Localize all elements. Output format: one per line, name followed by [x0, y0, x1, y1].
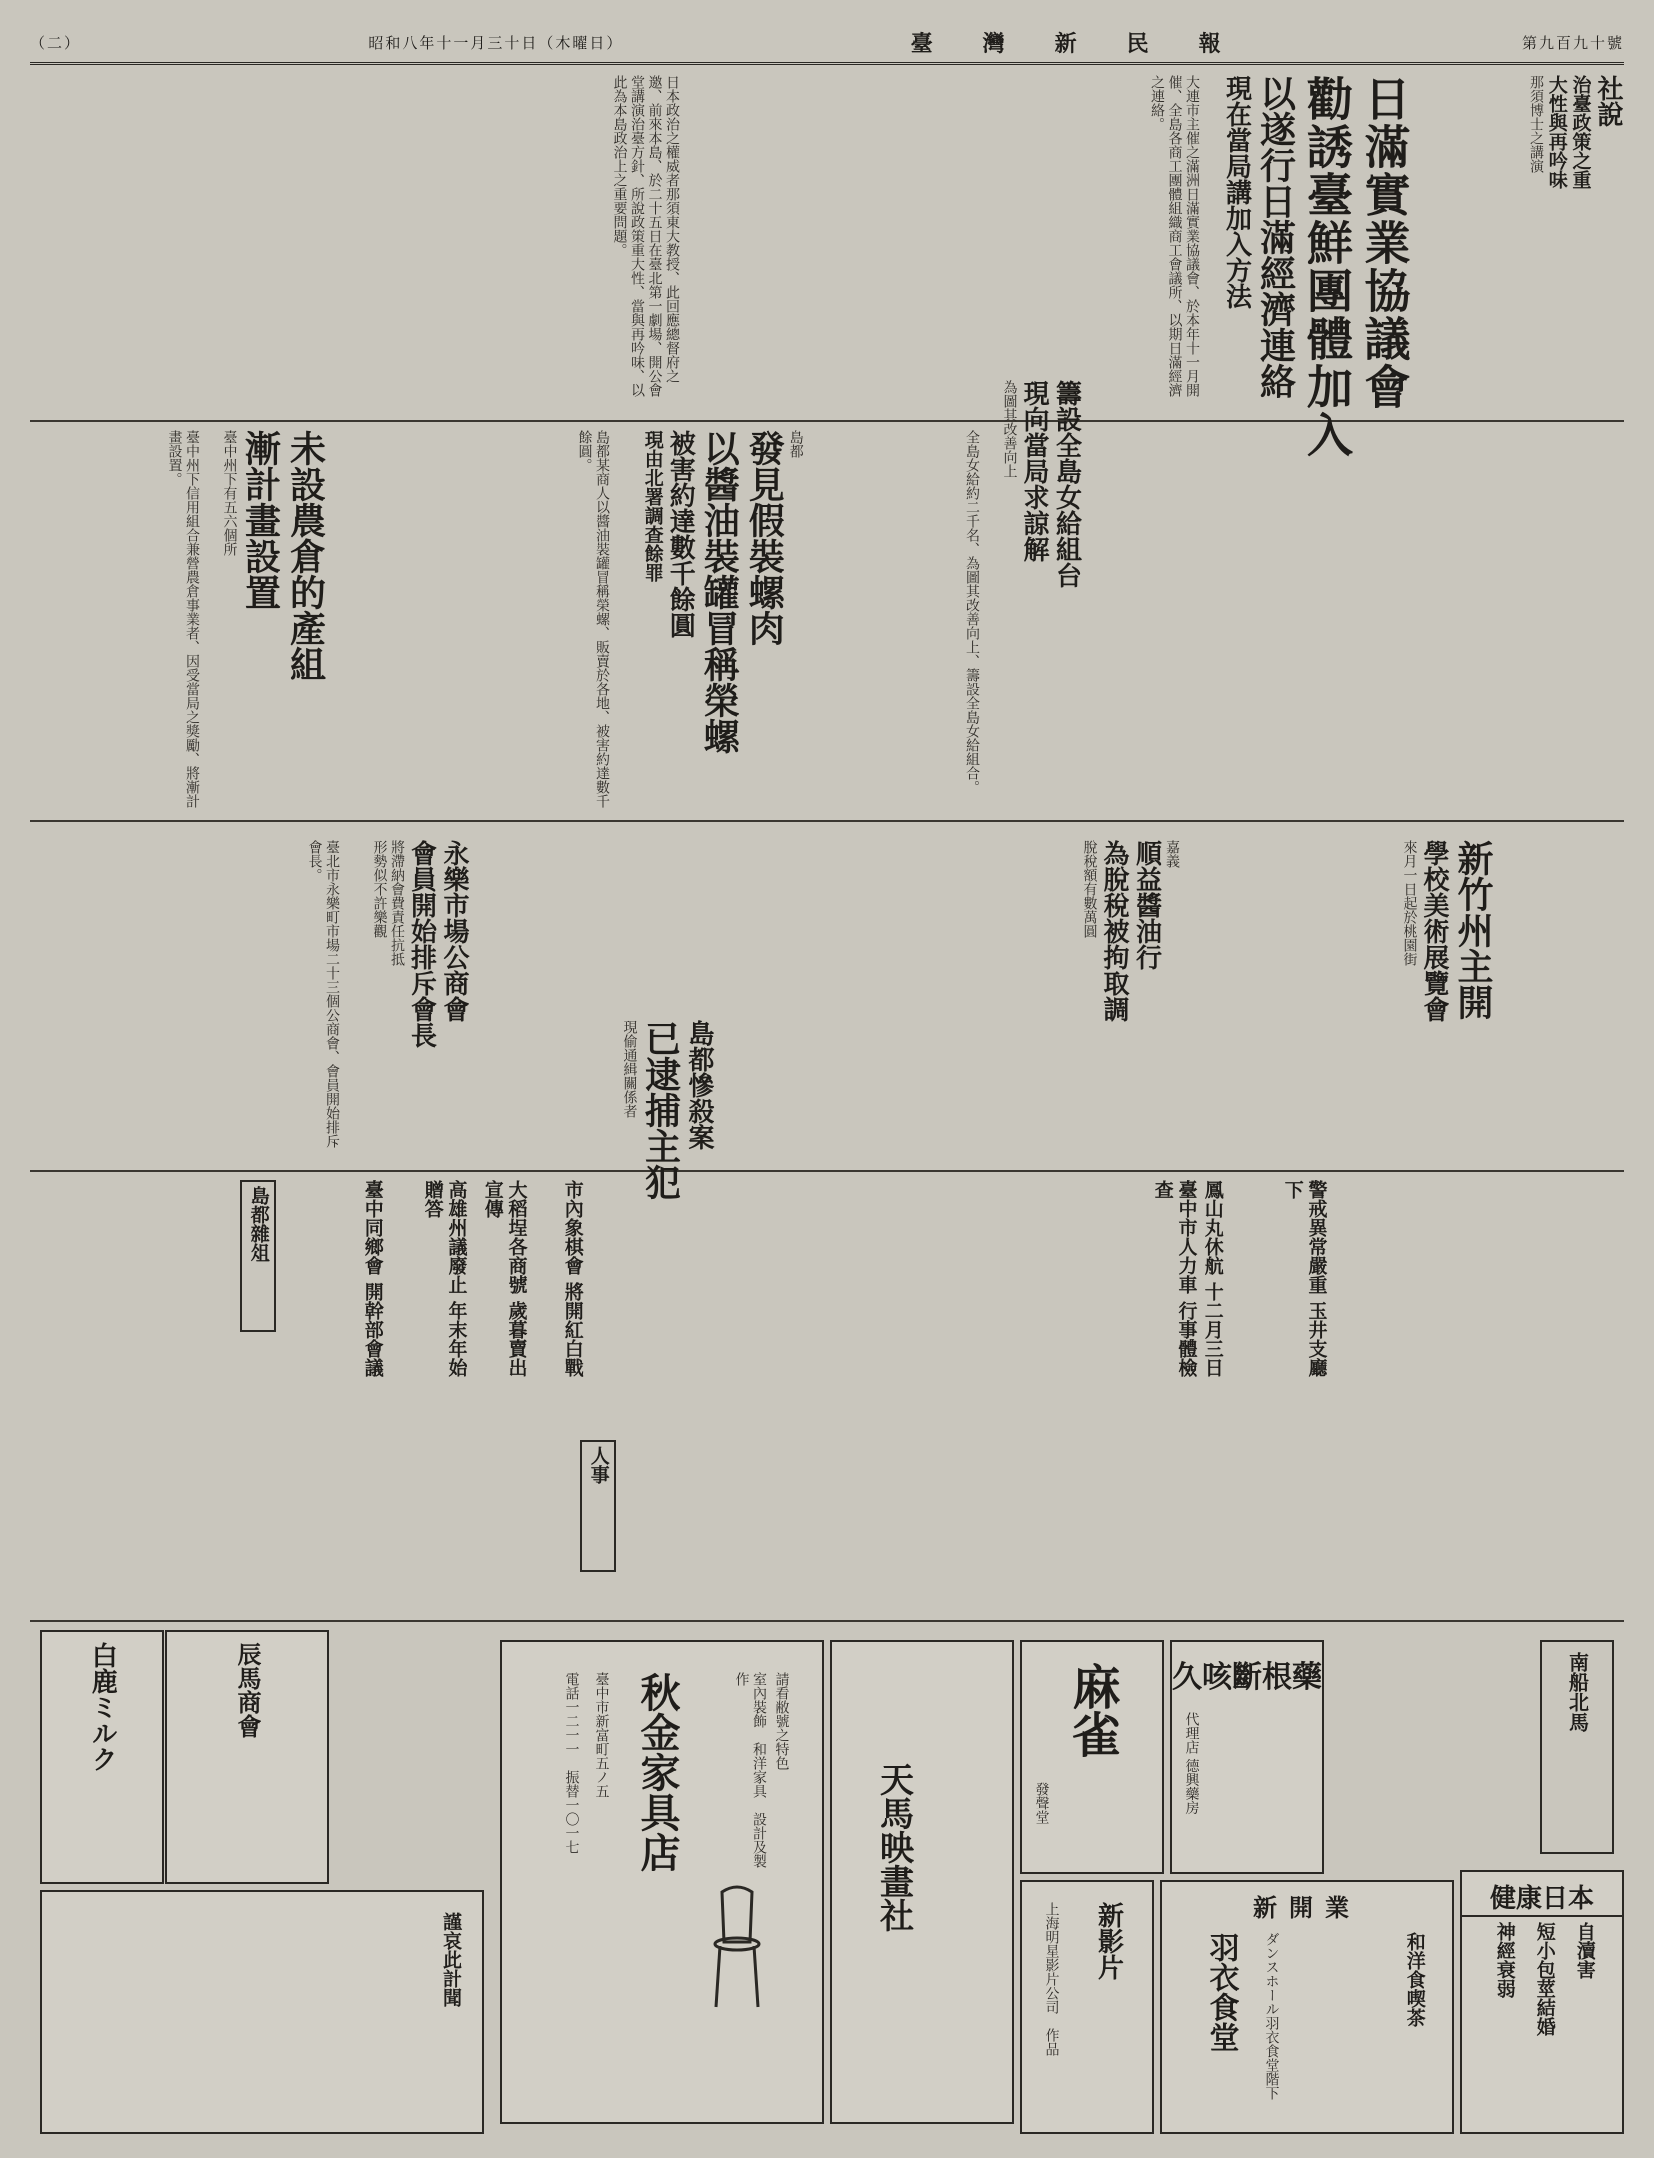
furniture-lines: 室內裝飾 和洋家具 設計及製作 [733, 1672, 767, 1868]
health-item-2: 短小包莖結婚 [1533, 1922, 1556, 2036]
short-item-tamai [1280, 1180, 1328, 1380]
page-number: （二） [30, 33, 82, 52]
short-item-kaohsiung [420, 1180, 468, 1380]
cough-agent: 代理店 德興藥房 [1183, 1712, 1200, 1815]
ad-stamp [1540, 1640, 1614, 1854]
market-body: 臺北市永樂町市場二十三個公商會、會員開始排斥會長。 [306, 840, 340, 1148]
short-item-10: 玉井支廳下 [1281, 1180, 1328, 1377]
art-headline-2: 學校美術展覽會 [1419, 840, 1449, 1022]
soy-headline-2: 為脫稅被拘取調 [1099, 840, 1129, 1022]
furniture-addr: 臺中市新富町五ノ五 [593, 1672, 610, 1798]
ad-furniture [500, 1640, 824, 2124]
shop-stamp: 南船北馬 [1565, 1652, 1590, 1732]
health-title: 健康日本 [1462, 1872, 1622, 1917]
murder-headline-2: 已逮捕主犯 [639, 1020, 682, 1200]
column-body: 臺中州下信用組合兼營農倉事業者、因受當局之獎勵、將漸計畫設置。 [166, 430, 200, 808]
fraud-body: 島都某商人以醬油裝罐冒稱榮螺、販賣於各地、被害約達數千餘圓。 [576, 430, 610, 808]
murder-subhead: 現偷通緝關係者 [621, 1020, 638, 1118]
short-item-11: 鳳山丸休航 [1201, 1180, 1224, 1275]
editorial-title-2: 大性與再吟味 [1545, 75, 1568, 189]
ad-milk-maker [165, 1630, 329, 1884]
short-item-chess [560, 1180, 584, 1380]
editorial-subtitle: 那須博士之講演 [1528, 75, 1544, 173]
fraud-headline-3: 被害約達數千餘圓 [665, 430, 696, 638]
main-body: 大連市主催之滿洲日滿實業協議會、於本年十一月開催、全島各商工團體組織商工會議所、以期日滿經濟之連絡。 [1149, 75, 1200, 397]
art-exhibit-story [1400, 840, 1495, 1160]
fraud-headline-1: 發見假裝螺肉 [743, 430, 786, 646]
murder-headline-1: 島都慘殺案 [684, 1020, 714, 1150]
furniture-phone: 電話一二一一 振替一〇一七 [563, 1672, 580, 1854]
cinema-title: 新影片 [1093, 1902, 1124, 1980]
short-item-14: 行事體檢查 [1151, 1180, 1198, 1377]
short-item-5: 高雄州議廢止 [445, 1180, 468, 1294]
restaurant-title: 新開業 [1253, 1893, 1361, 1922]
cinema-company: 天馬映畫社 [873, 1762, 914, 1932]
soy-kicker: 嘉義 [1164, 840, 1180, 868]
market-subhead-1: 將滯納會費責任抗抵 [389, 840, 405, 966]
short-item-9: 警戒異常嚴重 [1305, 1180, 1328, 1294]
notice-title: 謹哀此計聞 [440, 1912, 462, 2007]
milk-title: 白鹿ミルク [87, 1642, 118, 1772]
murder-story [620, 1020, 715, 1360]
masthead [30, 22, 1624, 65]
short-item-6: 年末年始贈答 [421, 1180, 468, 1377]
short-item-13: 臺中市人力車 [1175, 1180, 1198, 1294]
main-headline-4: 現在當局講加入方法 [1221, 75, 1252, 309]
short-item-2: 將開紅白戰 [561, 1281, 584, 1377]
cough-medicine-title: 久咳斷根藥 [1172, 1660, 1322, 1695]
soy-headline-1: 順益醬油行 [1131, 840, 1162, 970]
main-headline-1: 日滿實業協議會 [1357, 75, 1412, 411]
column-headline-2: 漸計畫設置 [239, 430, 282, 610]
short-item-7: 臺中同鄉會 [361, 1180, 384, 1275]
ad-obituary [40, 1890, 484, 2134]
short-item-3: 大稻埕各商號 [505, 1180, 528, 1294]
soy-story [1080, 840, 1180, 1160]
cafe-body: 全島女給約二千名、為圖其改善向上、籌設全島女給組合。 [964, 430, 980, 794]
short-item-taichung [360, 1180, 384, 1380]
restaurant-name: 羽衣食堂 [1203, 1932, 1239, 2052]
cafe-headline-2: 現向當局求諒解 [1019, 380, 1049, 562]
short-item-8: 開幹部會議 [361, 1281, 384, 1377]
ad-restaurant [1160, 1880, 1454, 2134]
mahjong-title: 麻雀 [1064, 1662, 1120, 1758]
fraud-headline-4: 現由北署調查餘罪 [641, 430, 664, 582]
short-item-1: 市內象棋會 [561, 1180, 584, 1275]
cafe-headline-1: 籌設全島女給組台 [1051, 380, 1082, 588]
health-item-3: 神經衰弱 [1493, 1922, 1516, 1998]
cafe-subhead: 為圖其改善向上 [1001, 380, 1018, 478]
main-headline-2: 勸誘臺鮮團體加入 [1300, 75, 1354, 459]
chair-illustration-icon [702, 1882, 772, 2012]
issue-number: 第九百九十號 [1521, 33, 1624, 52]
restaurant-sub: ダンスホール羽衣食堂階下 [1263, 1932, 1280, 2100]
editorial-title-1: 治臺政策之重 [1569, 75, 1592, 189]
paper-name: 臺 灣 新 民 報 [910, 30, 1235, 57]
market-headline-2: 會員開始排斥會長 [406, 840, 437, 1048]
furniture-title: 秋金家具店 [634, 1672, 681, 1872]
ad-health [1460, 1870, 1624, 2134]
divider [30, 1620, 1624, 1622]
short-item-dadaocheng [480, 1180, 528, 1380]
editorial [1528, 75, 1624, 575]
issue-date: 昭和八年十一月三十日（木曜日） [368, 33, 624, 52]
cinema-shows: 上海明星影片公司 作品 [1043, 1902, 1060, 2056]
ad-mahjong [1020, 1640, 1164, 1874]
main-story [1220, 75, 1413, 575]
furniture-note: 請看敝號之特色 [773, 1672, 790, 1770]
fraud-headline-2: 以醬油裝罐冒稱榮螺 [698, 430, 741, 754]
mahjong-shop: 發聲堂 [1033, 1782, 1050, 1824]
divider [30, 1170, 1624, 1172]
column-headline-1: 未設農倉的產組 [284, 430, 327, 682]
short-item-12: 十二月三日 [1201, 1281, 1224, 1377]
column-subhead: 臺中州下有五六個所 [221, 430, 238, 556]
art-headline-1: 新竹州主開 [1452, 840, 1494, 1020]
health-item-1: 自瀆害 [1573, 1922, 1596, 1979]
fraud-story [640, 430, 804, 810]
editorial-tag: 社說 [1593, 75, 1623, 127]
ad-cough-medicine [1170, 1640, 1324, 1874]
milk-maker: 辰馬商會 [233, 1642, 262, 1738]
ad-cinema-company [830, 1640, 1014, 2124]
fraud-kicker: 島都 [787, 430, 804, 458]
editorial-body: 日本政治之權威者那須東大教授、此回應總督府之邀、前來本島、於二十五日在臺北第一劇場、開公會堂講演治臺方針、所說政策重大性、當與再吟味、以此為本島政治上之重要問題。 [611, 75, 680, 397]
market-headline-1: 永樂市場公商會 [439, 840, 469, 1022]
short-item-4: 歲暮賣出宣傳 [481, 1180, 528, 1377]
ad-milk [40, 1630, 164, 1884]
tag-toto-zazu: 島都雜俎 [240, 1180, 276, 1332]
column-story [220, 430, 328, 810]
tag-personnel: 人事 [580, 1440, 616, 1572]
main-headline-3: 以遂行日滿經濟連絡 [1254, 75, 1297, 399]
market-subhead-2: 形勢似不許樂觀 [371, 840, 388, 938]
ad-cinema [1020, 1880, 1154, 2134]
market-story [370, 840, 470, 1160]
short-item-rickshaw [1150, 1180, 1198, 1380]
art-subhead: 來月一日起於桃園街 [1401, 840, 1418, 966]
cafe-story [1000, 380, 1083, 680]
restaurant-items: 和洋食喫茶 [1403, 1932, 1426, 2027]
soy-subhead: 脫稅額有數萬圓 [1081, 840, 1098, 938]
divider [30, 820, 1624, 822]
short-item-ship [1200, 1180, 1224, 1380]
